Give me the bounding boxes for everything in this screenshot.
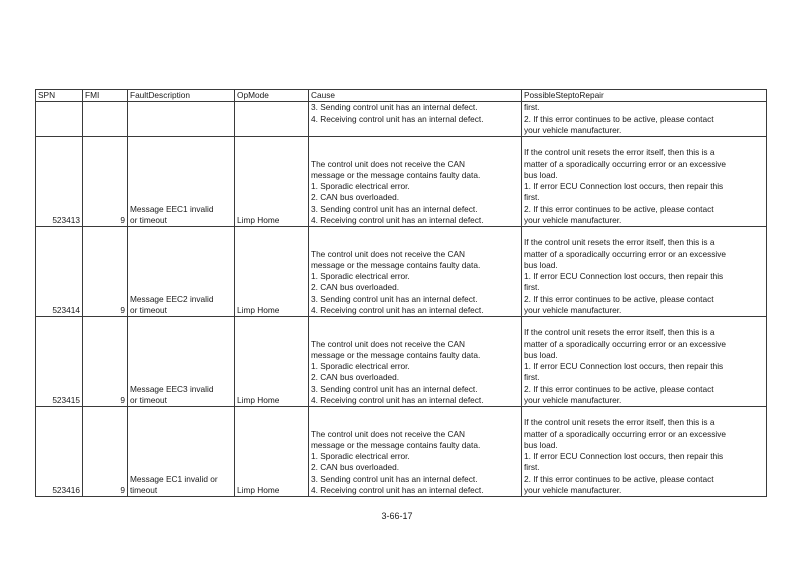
fault-description-line: Message EEC3 invalid <box>130 383 214 394</box>
fault-description-line: timeout <box>130 484 158 495</box>
header-fault-description: FaultDescription <box>128 90 235 102</box>
spn-cell <box>36 102 83 137</box>
opmode-cell: Limp Home <box>235 317 309 407</box>
cause-line: 2. CAN bus overloaded. <box>311 462 400 473</box>
cause-line: 2. CAN bus overloaded. <box>311 372 400 383</box>
fmi-cell: 9 <box>83 137 128 227</box>
repair-line: 1. If error ECU Connection lost occurs, then repair this <box>524 451 724 461</box>
fault-description-line: or timeout <box>130 304 167 315</box>
repair-line: If the control unit resets the error itself, then this is a <box>524 237 715 248</box>
cause-line: 3. Sending control unit has an internal defect. <box>311 203 478 214</box>
cause-line: 3. Sending control unit has an internal defect. <box>311 293 478 304</box>
fault-description-line: or timeout <box>130 394 167 405</box>
cause-line: 3. Sending control unit has an internal defect. <box>311 473 478 484</box>
header-opmode: OpMode <box>235 90 309 102</box>
repair-cell <box>522 102 767 137</box>
repair-line: 2. If this error continues to be active, please contact <box>524 293 714 304</box>
cause-line: The control unit does not receive the CAN <box>311 338 466 349</box>
table-row <box>36 227 767 317</box>
repair-line: matter of a sporadically occurring error or an excessive <box>524 248 726 259</box>
fault-description-line: Message EEC2 invalid <box>130 293 214 304</box>
repair-line: your vehicle manufacturer. <box>524 124 622 135</box>
opmode-cell: Limp Home <box>235 407 309 497</box>
opmode-cell: Limp Home <box>235 137 309 227</box>
fmi-cell: 9 <box>83 407 128 497</box>
header-cause: Cause <box>309 90 522 102</box>
cause-line: 1. Sporadic electrical error. <box>311 361 410 371</box>
header-possible-step-to-repair: PossibleSteptoRepair <box>522 90 767 102</box>
fmi-cell: 9 <box>83 227 128 317</box>
opmode-cell <box>235 102 309 137</box>
repair-line: 2. If this error continues to be active, please contact <box>524 203 714 214</box>
repair-line: matter of a sporadically occurring error or an excessive <box>524 158 726 169</box>
cause-cell <box>309 102 522 137</box>
repair-line: your vehicle manufacturer. <box>524 304 622 315</box>
fault-description-cell <box>128 137 235 227</box>
cause-line: The control unit does not receive the CAN <box>311 248 466 259</box>
fault-description-cell <box>128 407 235 497</box>
repair-cell <box>522 227 767 317</box>
spn-cell: 523415 <box>36 317 83 407</box>
header-spn: SPN <box>36 90 83 102</box>
cause-cell <box>309 407 522 497</box>
table-row <box>36 317 767 407</box>
cause-line: message or the message contains faulty data. <box>311 349 481 360</box>
table-row-continuation <box>36 102 767 137</box>
cause-cell <box>309 317 522 407</box>
repair-line: 1. If error ECU Connection lost occurs, then repair this <box>524 361 724 371</box>
repair-line: 2. If this error continues to be active, please contact <box>524 473 714 484</box>
cause-line: 4. Receiving control unit has an internal defect. <box>311 484 484 495</box>
repair-line: first. <box>524 372 540 383</box>
cause-line: 4. Receiving control unit has an internal defect. <box>311 214 484 225</box>
page-number: 3-66-17 <box>381 511 413 521</box>
cause-line: 4. Receiving control unit has an internal defect. <box>311 113 484 124</box>
cause-cell <box>309 227 522 317</box>
repair-line: If the control unit resets the error itself, then this is a <box>524 417 715 428</box>
fault-description-cell <box>128 317 235 407</box>
fault-description-line: Message EC1 invalid or <box>130 473 218 484</box>
repair-line: your vehicle manufacturer. <box>524 394 622 405</box>
cause-line: message or the message contains faulty data. <box>311 259 481 270</box>
repair-line: If the control unit resets the error itself, then this is a <box>524 327 715 338</box>
cause-line: The control unit does not receive the CAN <box>311 158 466 169</box>
cause-line: 2. CAN bus overloaded. <box>311 282 400 293</box>
cause-line: 1. Sporadic electrical error. <box>311 181 410 191</box>
repair-line: first. <box>524 462 540 473</box>
fmi-cell <box>83 102 128 137</box>
repair-cell <box>522 407 767 497</box>
repair-line: If the control unit resets the error itself, then this is a <box>524 147 715 158</box>
repair-line: bus load. <box>524 259 558 270</box>
repair-line: your vehicle manufacturer. <box>524 484 622 495</box>
fault-code-table <box>35 89 767 497</box>
spn-cell: 523416 <box>36 407 83 497</box>
cause-line: 4. Receiving control unit has an internal defect. <box>311 304 484 315</box>
fault-description-line: or timeout <box>130 214 167 225</box>
repair-line: your vehicle manufacturer. <box>524 214 622 225</box>
repair-line: 2. If this error continues to be active, please contact <box>524 113 714 124</box>
fmi-cell: 9 <box>83 317 128 407</box>
cause-cell <box>309 137 522 227</box>
repair-line: bus load. <box>524 439 558 450</box>
fault-description-cell <box>128 227 235 317</box>
repair-line: bus load. <box>524 349 558 360</box>
opmode-cell: Limp Home <box>235 227 309 317</box>
repair-cell <box>522 317 767 407</box>
table-row <box>36 137 767 227</box>
spn-cell: 523414 <box>36 227 83 317</box>
header-fmi: FMI <box>83 90 128 102</box>
fault-description-cell <box>128 102 235 137</box>
repair-line: 1. If error ECU Connection lost occurs, then repair this <box>524 271 724 281</box>
repair-line: matter of a sporadically occurring error or an excessive <box>524 428 726 439</box>
repair-line: first. <box>524 102 540 113</box>
repair-line: 1. If error ECU Connection lost occurs, then repair this <box>524 181 724 191</box>
repair-line: matter of a sporadically occurring error or an excessive <box>524 338 726 349</box>
cause-line: The control unit does not receive the CAN <box>311 428 466 439</box>
cause-line: 3. Sending control unit has an internal defect. <box>311 383 478 394</box>
repair-line: bus load. <box>524 169 558 180</box>
repair-line: first. <box>524 192 540 203</box>
repair-line: 2. If this error continues to be active, please contact <box>524 383 714 394</box>
table-row <box>36 407 767 497</box>
cause-line: 3. Sending control unit has an internal defect. <box>311 102 478 113</box>
cause-line: message or the message contains faulty data. <box>311 169 481 180</box>
cause-line: 1. Sporadic electrical error. <box>311 451 410 461</box>
table-header-row <box>36 90 767 102</box>
fault-description-line: Message EEC1 invalid <box>130 203 214 214</box>
spn-cell: 523413 <box>36 137 83 227</box>
cause-line: 1. Sporadic electrical error. <box>311 271 410 281</box>
cause-line: 4. Receiving control unit has an internal defect. <box>311 394 484 405</box>
cause-line: 2. CAN bus overloaded. <box>311 192 400 203</box>
repair-line: first. <box>524 282 540 293</box>
repair-cell <box>522 137 767 227</box>
cause-line: message or the message contains faulty data. <box>311 439 481 450</box>
